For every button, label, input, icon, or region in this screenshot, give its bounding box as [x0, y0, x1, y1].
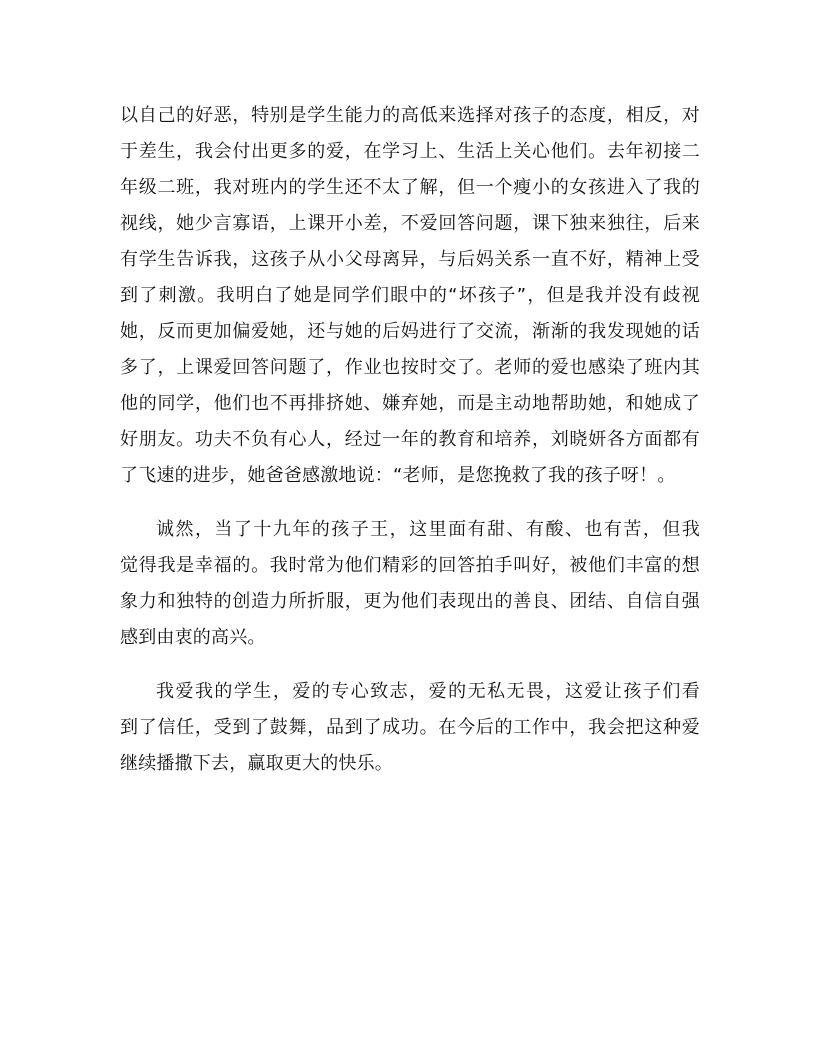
text-line: 以自己的好恶，特别是学生能力的高低来选择对孩子的态度，相反，对 — [120, 105, 700, 126]
paragraph-spacer — [120, 494, 700, 512]
text-line: 继续播撒下去，赢取更大的快乐。 — [120, 753, 393, 774]
text-line: 到了刺激。我明白了她是同学们眼中的“坏孩子”，但是我并没有歧视 — [120, 285, 700, 306]
text-line: 多了，上课爱回答问题了，作业也按时交了。老师的爱也感染了班内其 — [120, 357, 700, 378]
text-line: 于差生，我会付出更多的爱，在学习上、生活上关心他们。去年初接二 — [120, 141, 700, 162]
document-body — [120, 98, 700, 782]
paragraph-spacer — [120, 656, 700, 674]
text-line: 觉得我是幸福的。我时常为他们精彩的回答拍手叫好，被他们丰富的想 — [120, 555, 700, 576]
text-line: 好朋友。功夫不负有心人，经过一年的教育和培养，刘晓妍各方面都有 — [120, 429, 700, 450]
paragraph-1 — [120, 98, 700, 494]
paragraph-3 — [120, 674, 700, 782]
text-line: 她，反而更加偏爱她，还与她的后妈进行了交流，渐渐的我发现她的话 — [120, 321, 700, 342]
text-line: 年级二班，我对班内的学生还不太了解，但一个瘦小的女孩进入了我的 — [120, 177, 700, 198]
text-line: 到了信任，受到了鼓舞，品到了成功。在今后的工作中，我会把这种爱 — [120, 717, 700, 738]
paragraph-2 — [120, 512, 700, 656]
text-line: 感到由衷的高兴。 — [120, 627, 266, 648]
text-line: 了飞速的进步，她爸爸感激地说：“老师，是您挽救了我的孩子呀！。 — [120, 465, 676, 486]
text-line: 他的同学，他们也不再排挤她、嫌弃她，而是主动地帮助她，和她成了 — [120, 393, 700, 414]
text-line: 象力和独特的创造力所折服，更为他们表现出的善良、团结、自信自强 — [120, 591, 700, 612]
text-line: 视线，她少言寡语，上课开小差，不爱回答问题，课下独来独往，后来 — [120, 213, 700, 234]
text-line: 有学生告诉我，这孩子从小父母离异，与后妈关系一直不好，精神上受 — [120, 249, 700, 270]
text-line: 诚然，当了十九年的孩子王，这里面有甜、有酸、也有苦，但我 — [156, 519, 700, 540]
text-line: 我爱我的学生，爱的专心致志，爱的无私无畏，这爱让孩子们看 — [156, 681, 700, 702]
